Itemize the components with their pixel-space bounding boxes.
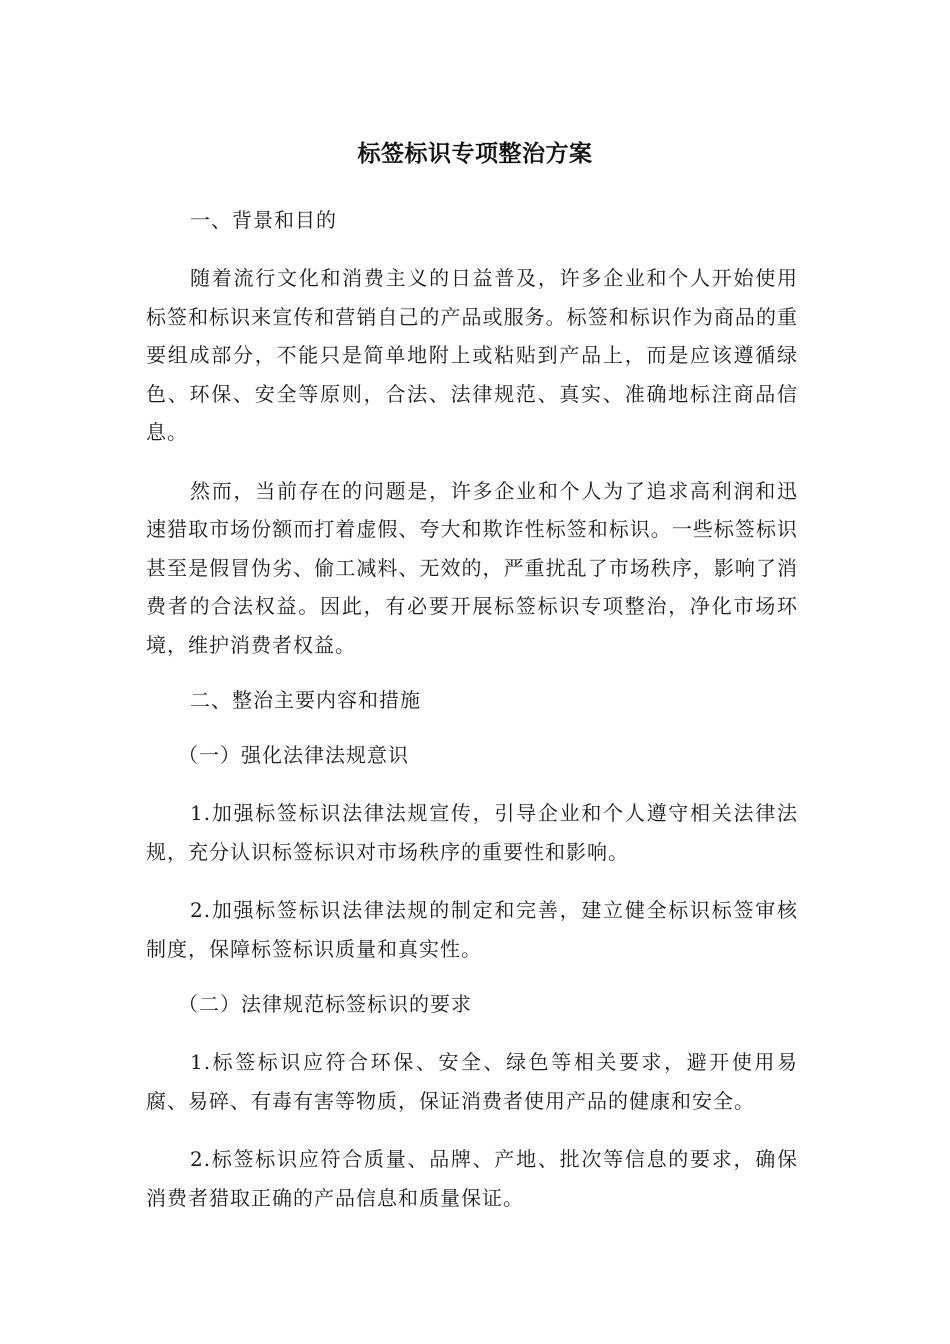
subheading-legal-awareness: （一）强化法律法规意识: [178, 743, 409, 767]
list-item-legal-2: 2.加强标签标识法律法规的制定和完善，建立健全标识标签审核制度，保障标签标识质量和真实性。: [146, 898, 798, 961]
list-item-legal-1: 1.加强标签标识法律法规宣传，引导企业和个人遵守相关法律法规，充分认识标签标识对市场秩序的重要性和影响。: [146, 801, 798, 864]
section-heading-background: 一、背景和目的: [190, 208, 337, 232]
list-item-requirement-2: 2.标签标识应符合质量、品牌、产地、批次等信息的要求，确保消费者猎取正确的产品信息和质量保证。: [146, 1147, 798, 1210]
list-item-requirement-1: 1.标签标识应符合环保、安全、绿色等相关要求，避开使用易腐、易碎、有毒有害等物质，保证消费者使用产品的健康和安全。: [146, 1050, 798, 1113]
document-body: [146, 204, 798, 1237]
paragraph-background-2: 然而，当前存在的问题是，许多企业和个人为了追求高利润和迅速猎取市场份额而打着虚假、夸大和欺诈性标签和标识。一些标签标识甚至是假冒伪劣、偷工减料、无效的，严重扰乱了市场秩序，影响了消费者的合法权益。因此，有必要开展标签标识专项整治，净化市场环境，维护消费者权益。: [146, 478, 798, 657]
subheading-label-requirements: （二）法律规范标签标识的要求: [178, 992, 472, 1016]
paragraph-background-1: 随着流行文化和消费主义的日益普及，许多企业和个人开始使用标签和标识来宣传和营销自己的产品或服务。标签和标识作为商品的重要组成部分，不能只是简单地附上或粘贴到产品上，而是应该遵循绿色、环保、安全等原则，合法、法律规范、真实、准确地标注商品信息。: [146, 266, 798, 444]
section-heading-measures: 二、整治主要内容和措施: [190, 688, 421, 712]
document-title: 标签标识专项整治方案: [357, 141, 593, 167]
